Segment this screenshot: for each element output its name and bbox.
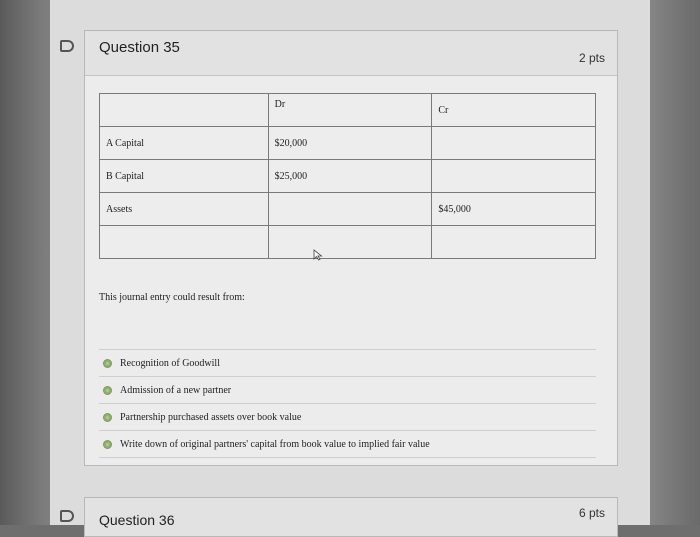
- dr-cell: [268, 193, 432, 226]
- cr-cell: [432, 160, 596, 193]
- answer-label: Partnership purchased assets over book value: [120, 411, 302, 423]
- journal-entry-table: [99, 93, 596, 259]
- answer-label: Recognition of Goodwill: [120, 357, 220, 369]
- cr-cell: [432, 226, 596, 259]
- table-row: [100, 226, 596, 259]
- answer-option[interactable]: [99, 349, 596, 376]
- answer-option[interactable]: [99, 403, 596, 430]
- radio-button[interactable]: [103, 440, 112, 449]
- cr-cell: $45,000: [432, 193, 596, 226]
- answer-label: Admission of a new partner: [120, 384, 232, 396]
- answer-option[interactable]: [99, 376, 596, 403]
- header-cell-dr: [268, 94, 432, 127]
- radio-button[interactable]: [103, 386, 112, 395]
- radio-button[interactable]: [103, 413, 112, 422]
- question-35-title: Question 35: [99, 39, 180, 56]
- dr-label: Dr: [274, 98, 286, 110]
- table-row: [100, 127, 596, 160]
- answer-label: Write down of original partners' capital from book value to implied fair value: [120, 438, 430, 450]
- question-prompt: This journal entry could result from:: [99, 292, 245, 303]
- account-cell: A Capital: [100, 127, 269, 160]
- table-row: [100, 193, 596, 226]
- flag-icon[interactable]: [60, 510, 74, 522]
- table-header-row: [100, 94, 596, 127]
- account-cell: [100, 226, 269, 259]
- cr-label: Cr: [438, 104, 449, 116]
- question-35-header: [85, 31, 617, 76]
- radio-button[interactable]: [103, 359, 112, 368]
- question-36-points: 6 pts: [578, 506, 605, 520]
- cr-cell: [432, 127, 596, 160]
- table-row: [100, 160, 596, 193]
- dr-cell: $25,000: [268, 160, 432, 193]
- dr-cell: [268, 226, 432, 259]
- header-cell-cr: [432, 94, 596, 127]
- dr-cell: $20,000: [268, 127, 432, 160]
- question-35-points: 2 pts: [578, 51, 605, 65]
- mouse-cursor-icon: [313, 249, 325, 261]
- question-36-card: [84, 497, 618, 537]
- answer-list: [99, 349, 596, 458]
- flag-icon[interactable]: [60, 40, 74, 52]
- account-cell: Assets: [100, 193, 269, 226]
- header-cell-label: [100, 94, 269, 127]
- account-cell: B Capital: [100, 160, 269, 193]
- question-35-card: [84, 30, 618, 466]
- answer-option[interactable]: [99, 430, 596, 458]
- question-36-title: Question 36: [99, 512, 175, 528]
